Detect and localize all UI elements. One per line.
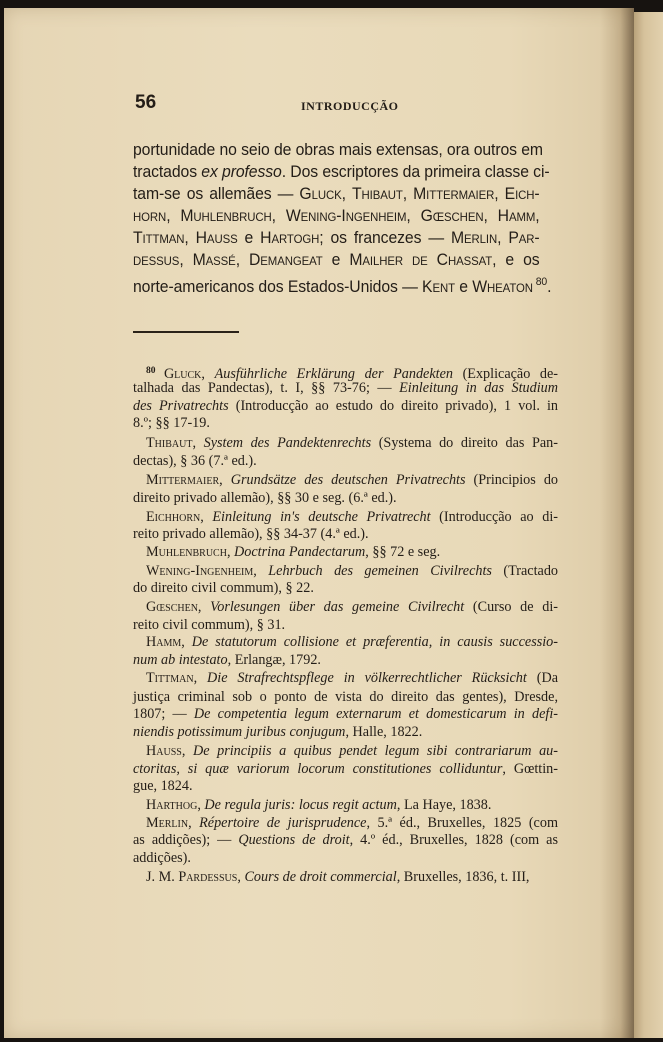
running-head: INTRODUCÇÃO	[301, 99, 399, 113]
body-line: tam-se os allemães — Gluck, Thibaut, Mittermaier, Eich-	[133, 184, 540, 203]
body-line: norte-americanos dos Estados-Unidos — Kent e Wheaton $^{80}$.	[133, 276, 552, 296]
footnote-line: Harthog, De regula juris: locus regit actum, La Haye, 1838.	[146, 797, 492, 813]
footnote-line: 8.º; §§ 17-19.	[133, 415, 210, 431]
footnote-line: num ab intestato, Erlangæ, 1792.	[133, 652, 321, 668]
footnote-line: Tittman, Die Strafrechtspflege in völkerrechtlicher Rücksicht (Da	[146, 670, 558, 686]
footnote-line: reito civil commum), § 31.	[133, 617, 286, 633]
footnote-line: Wening-Ingenheim, Lehrbuch des gemeinen Civilrechts (Tractado	[146, 563, 559, 579]
body-line: tractados ex professo. Dos escriptores da primeira classe ci-	[133, 162, 550, 181]
page-gutter-shadow	[600, 8, 634, 1038]
footnote-reference: 80	[532, 276, 548, 288]
footnote-line: addições).	[133, 850, 191, 866]
body-line: portunidade no seio de obras mais extensas, ora outros em	[133, 140, 543, 159]
footnote-line: des Privatrechts (Introducção ao estudo do direito privado), 1 vol. in	[133, 398, 558, 414]
footnote-line: dectas), § 36 (7.ª ed.).	[133, 453, 257, 469]
footnote-line: ctoritas, si quæ variorum locorum constitutiones colliduntur, Gœttin-	[133, 761, 558, 777]
footnote-line: 1807; — De competentia legum externarum et domesticarum in defi-	[133, 706, 558, 722]
footnote-line: Eichhorn, Einleitung in's deutsche Privatrecht (Introducção ao di-	[146, 509, 558, 525]
footnote-line: Gœschen, Vorlesungen über das gemeine Civilrecht (Curso de di-	[146, 599, 559, 615]
footnote-line: Muhlenbruch, Doctrina Pandectarum, §§ 72 e seg.	[146, 544, 441, 560]
footnote-line: J. M. Pardessus, Cours de droit commercial, Bruxelles, 1836, t. III,	[146, 869, 530, 885]
footnote-line: Merlin, Répertoire de jurisprudence, 5.ª éd., Bruxelles, 1825 (com	[146, 815, 558, 831]
footnote-marker: 80	[146, 366, 164, 376]
page-number: 56	[135, 92, 157, 113]
footnote-line: Hauss, De principiis a quibus pendet legum sibi contrariarum au-	[146, 743, 558, 759]
footnote-line: reito privado allemão), §§ 34-37 (4.ª ed.).	[133, 526, 369, 542]
footnote-line: niendis potissimum juribus conjugum, Halle, 1822.	[133, 724, 423, 740]
body-line: Tittman, Hauss e Hartogh; os francezes — Merlin, Par-	[133, 228, 540, 247]
footnote-line: direito privado allemão), §§ 30 e seg. (6.ª ed.).	[133, 490, 397, 506]
body-line: horn, Muhlenbruch, Wening-Ingenheim, Gœschen, Hamm,	[133, 206, 540, 225]
footnote-line: Hamm, De statutorum collisione et præferentia, in causis successio-	[146, 634, 558, 650]
footnote-line: do direito civil commum), § 22.	[133, 580, 314, 596]
footnote-line: justiça criminal sob o ponto de vista do direito das gentes), Dresde,	[133, 689, 558, 705]
footnote-line: as addições); — Questions de droit, 4.º éd., Bruxelles, 1828 (com as	[133, 832, 558, 848]
footnote-line: Thibaut, System des Pandektenrechts (Systema do direito das Pan-	[146, 435, 558, 451]
adjacent-page-edge	[634, 12, 663, 1038]
footnote-separator-rule	[133, 331, 239, 333]
body-line: dessus, Massé, Demangeat e Mailher de Chassat, e os	[133, 250, 540, 269]
footnote-line: Mittermaier, Grundsätze des deutschen Privatrechts (Principios do	[146, 472, 559, 488]
footnote-line: talhada das Pandectas), t. I, §§ 73-76; — Einleitung in das Studium	[133, 380, 558, 396]
footnote-line: $^{80}$ Gluck, Ausführliche Erklärung der Pandekten (Explicação de-	[146, 366, 559, 382]
footnote-line: gue, 1824.	[133, 778, 193, 794]
